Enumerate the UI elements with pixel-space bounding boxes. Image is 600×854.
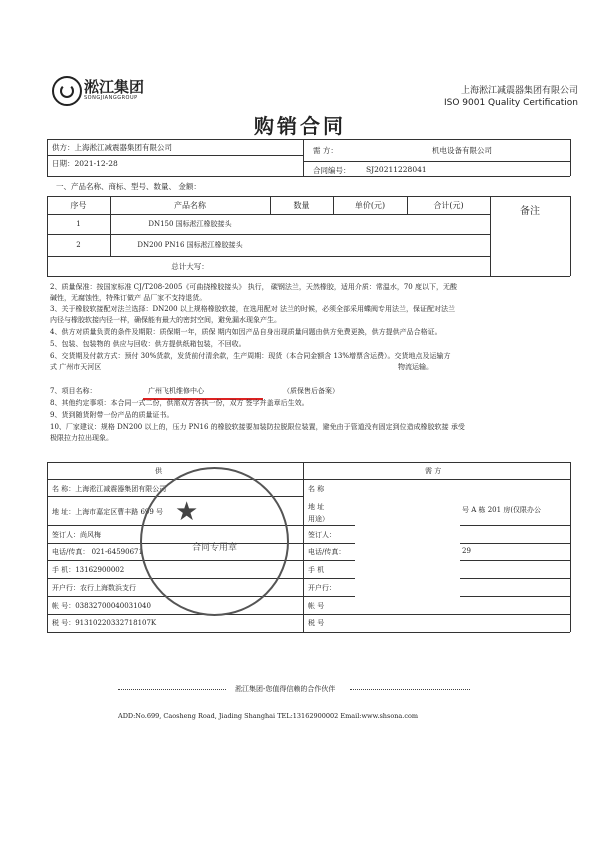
buyer-mobile-field: 手 机 — [308, 566, 325, 574]
buyer-tax-field: 税 号 — [308, 619, 325, 627]
table-cell: DN150 国标淞江橡胶接头 — [148, 220, 232, 228]
table-cell: 2 — [76, 241, 81, 249]
buyer-name-field: 名 称 — [308, 485, 325, 493]
project-label: 7、项目名称： — [50, 387, 97, 395]
buyer-signer-field: 签订人： — [308, 531, 336, 539]
table-border — [570, 462, 571, 632]
logo-subtitle: SONGJIANGGROUP — [84, 95, 138, 101]
iso-certification: ISO 9001 Quality Certification — [443, 98, 578, 108]
table-border — [47, 596, 570, 597]
column-header: 备注 — [520, 205, 540, 217]
buyer-address-note: 用途） — [308, 515, 329, 523]
supplier-name-field: 名 称：上海淞江减震器集团有限公司 — [52, 485, 167, 493]
supplier-tax-field: 税 号：91310220332718107K — [52, 619, 157, 627]
clause-line: 碱性，无腐蚀性，特殊订做产 品厂家不支持退货。 — [50, 294, 207, 302]
clause-line: 4、供方对质量负责的条件及期限：质保期一年，质保 期内如因产品自身出现质量问题由供方免费更换，供方提供产品合格证。 — [50, 328, 442, 336]
clause-line: 10、厂家建议：规格 DN200 以上的，压力 PN16 的橡胶软接要加装防拉脱限位装置，避免由于管道没有固定到位造成橡胶软接 承受 — [50, 423, 465, 431]
clause-line: 物流运输。 — [398, 363, 433, 371]
page-title: 购销合同 — [254, 114, 346, 138]
redacted-area — [355, 480, 460, 614]
clause-line: 极限拉力拉出现象。 — [50, 434, 113, 442]
table-border — [47, 462, 570, 463]
clause-line: 内径与橡胶软接内径一样，确保能有最大的密封空间，避免漏水现象产生。 — [50, 316, 281, 324]
supplier-account-field: 帐 号：03832700040031040 — [52, 602, 151, 610]
divider — [303, 139, 304, 176]
contract-date: 日期：2021-12-28 — [52, 159, 118, 168]
column-header: 数量 — [293, 200, 310, 210]
table-border — [570, 196, 571, 276]
table-border — [47, 578, 570, 579]
section-title: 一、产品名称、商标、型号、数量、 金额： — [56, 182, 201, 191]
supplier-signer-field: 签订人：尚风梅 — [52, 531, 101, 539]
divider — [47, 176, 570, 177]
supplier-address-field: 地 址：上海市嘉定区曹丰路 699 号 — [52, 508, 164, 516]
table-border — [47, 614, 570, 615]
buyer-phone-field: 电话/传真： — [308, 548, 346, 556]
footer-slogan: 淞江集团-您值得信赖的合作伙伴 — [235, 685, 336, 693]
footer-dots — [118, 689, 226, 690]
footer-address: ADD:No.699, Caosheng Road, Jiading Shanghai TEL:13162900002 Email:www.shsona.com — [118, 712, 419, 720]
table-border — [47, 462, 48, 632]
supplier-name: 供方：上海淞江减震器集团有限公司 — [52, 143, 172, 152]
column-header: 单价(元) — [354, 200, 386, 210]
clause-line: 5、包装、包装物的 供应与回收：供方提供纸箱包装，不回收。 — [50, 340, 246, 348]
divider — [47, 155, 303, 156]
buyer-head: 需 方 — [425, 467, 442, 475]
buyer-account-field: 帐 号 — [308, 602, 325, 610]
column-header: 产品名称 — [174, 200, 206, 210]
column-header: 合计(元) — [433, 200, 464, 210]
buyer-phone-partial: 29 — [462, 547, 471, 555]
buyer-address-partial: 号 A 栋 201 房(仅限办公 — [462, 506, 542, 514]
supplier-bank-field: 开户行：农行上海数浜支行 — [52, 584, 136, 592]
buyer-name: 机电设备有限公司 — [432, 146, 492, 155]
table-border — [47, 525, 570, 526]
table-cell: DN200 PN16 国标淞江橡胶接头 — [137, 241, 243, 249]
table-border — [47, 543, 570, 544]
divider — [570, 139, 571, 176]
table-border — [47, 479, 570, 480]
table-border — [47, 632, 570, 633]
star-icon: ★ — [175, 497, 199, 527]
company-name-right: 上海淞江减震器集团有限公司 — [460, 86, 578, 96]
supplier-mobile-field: 手 机：13162900002 — [52, 566, 125, 574]
clause-line: 9、货到随货附带一份产品的质量证书。 — [50, 411, 174, 419]
project-name: 广州飞机维修中心 — [148, 387, 204, 395]
table-border — [303, 462, 304, 632]
column-header: 序号 — [70, 200, 87, 210]
table-cell: 1 — [76, 220, 81, 228]
table-border — [47, 560, 570, 561]
buyer-label: 需 方： — [313, 146, 338, 155]
buyer-address-field: 地 址 — [308, 503, 325, 511]
company-logo-icon — [52, 76, 82, 106]
clause-line: 式 广州市天河区 — [50, 363, 102, 371]
divider — [303, 161, 570, 162]
total-label: 总计大写： — [171, 261, 209, 271]
logo-name: 淞江集团 — [84, 78, 145, 96]
supplier-head: 供 — [155, 467, 162, 475]
contract-number: SJ20211228041 — [366, 165, 427, 174]
table-border — [47, 276, 570, 277]
divider — [47, 139, 48, 176]
clause-line: 6、交货期及付款方式：预付 30%货款，发货前付清余款，生产周期：现货（本合同金额含 13%增票含运费）。交货地点及运输方 — [50, 352, 451, 360]
clause-line: 3、关于橡胶软接配对法兰选择：DN200 以上规格橡胶软接，在选用配对 法兰的时候，必须全部采用蝶阀专用法兰，保证配对法兰 — [50, 305, 456, 313]
clause-line: 2、质量保准：按国家标准 CJ/T208-2005《可曲挠橡胶接头》 执行， 碳钢法兰，天然橡胶，适用介质：常温水，70 度以下，无酸 — [50, 283, 457, 291]
supplier-phone-field: 电话/传真： 021-64590671 — [52, 548, 143, 556]
project-note: （质保售后备案） — [283, 387, 339, 395]
clause-line: 8、其他约定事项：本合同一式二份，供需双方各执一份，双方 签字并盖章后生效。 — [50, 399, 309, 407]
buyer-bank-field: 开户行： — [308, 584, 336, 592]
seal-label: 合同专用章 — [192, 543, 238, 553]
divider — [47, 139, 570, 140]
footer-dots — [350, 689, 470, 690]
contract-no-label: 合同编号： — [313, 166, 351, 175]
